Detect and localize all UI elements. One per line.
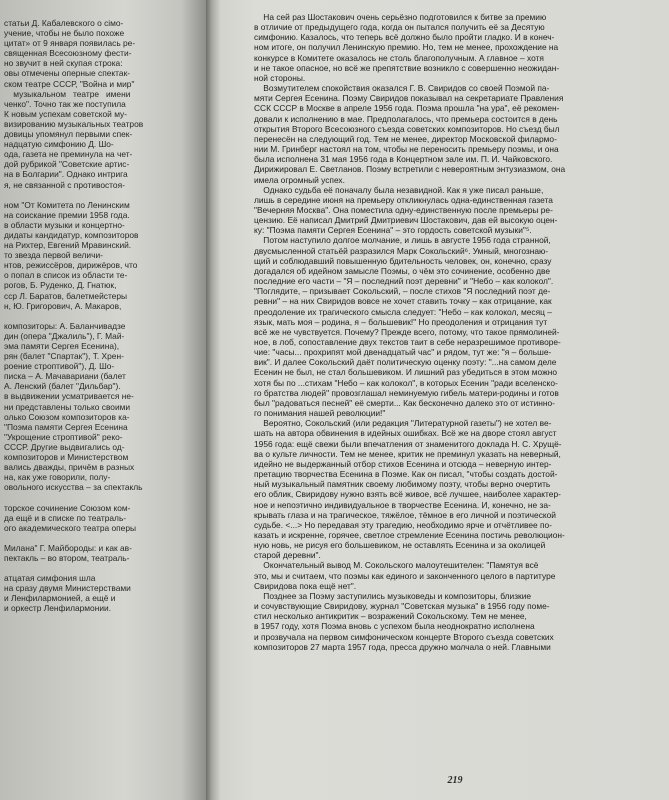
- paragraph-2: Возмутителем спокойствия оказался Г. В. Свиридов со своей Поэмой па- мяти Сергея Есенина. Поэму Свиридов показывал на секретариате Правления ССК СССР в Москве в апреле 1956 года. Поэма прошла "на ура", её рекомен- довали к исполнению в мае. Предполагалось, что премьера состоится в день открытия Второго Всесоюзного съезда советских композиторов. Но съезд был перенесён на следующий год. Тем не менее, директор Московской филармо- нии М. Гринберг настоял на том, чтобы не переносить премьеру поэмы, и она была исполнена 31 мая 1956 года в Концертном зале им. П. И. Чайковского. Дирижировал Е. Светланов. Поэму встретили с невероятным энтузиазмом, она имела огромный успех.: [254, 83, 566, 185]
- paragraph-1: На сей раз Шостакович очень серьёзно подготовился к битве за премию в отличие от предыдущего года, когда он пытался получить её за Десятую симфонию. Казалось, что теперь всё должно было пройти гладко. И в конеч- ном итоге, он получил Ленинскую премию. Но, тем не менее, прохождение на конкурсе в Комитете оказалось не столь благополучным. А главное – хотя и не такое опасное, но всё же препятствие возникло с совершенно неожидан- ной стороны.: [254, 12, 560, 83]
- book-gutter: [206, 0, 220, 800]
- left-page-text: [4, 18, 200, 614]
- left-block-4: торское сочинение Союзом ком- да ещё и в списке по театраль- ого академического театра оперы: [4, 502, 137, 533]
- right-page: [220, 0, 669, 800]
- right-page-text: [254, 12, 666, 652]
- left-block-1: статьи Д. Кабалевского о сімо- учение, чтобы не было похоже цитат» от 9 января появилась ре- священная Всесоюзному фести- но звучит в ней скупая строка: овы отмечены оперные спектак- ском театре СССР, "Война и мир" музыкальном театре имени ченко". Точно так же поступила К новым успехам советской му- визированию музыкальных театров довицы упомянул первыми спек- надцатую симфонию Д. Шо- ода, газета не преминула на чет- дой рубрикой "Советские артис- на в Болгарии". Однако интрига я, не связанной с противостоя-: [4, 18, 144, 190]
- left-block-2: ном "От Комитета по Ленинским на соискание премии 1958 года. в области музыки и концертно- дидаты кандидатур, композиторов на Рихтер, Евгений Мравинский. то звезда первой величи- нтов, режиссёров, дирижёров, что о попал в список из области те- рогов, Б. Руденко, Д. Гнатюк, сср Л. Баратов, балетмейстеры н, Ю. Григорович, А. Макаров,: [4, 199, 139, 311]
- paragraph-3: Однако судьба её поначалу была незавидной. Как я уже писал раньше, лишь в середине июня на премьеру откликнулась одна-единственная газета "Вечерняя Москва". Она поместила одну-единственную после премьеры ре- цензию. Её написал Дмитрий Дмитриевич Шостакович, дав ей высокую оцен- ку: "Поэма памяти Сергея Есенина" – это гордость советской музыки"⁵.: [254, 184, 558, 236]
- paragraph-5: Вероятно, Сокольский (или редакция "Литературной газеты") не хотел ве- шать на автора обвинения в идейных ошибках. Всё же на дворе стоял август 1956 года: ещё свежи были впечатления от знаменитого доклада Н. С. Хрущё- ва о культе личности. Тем не менее, критик не преминул указать на неверный, идейно не выдержанный отбор стихов Есенина и отсюда – неверную интер- претацию творчества Есенина в Поэме. Как он писал, "чтобы создать достой- ный музыкальный памятник своему любимому поэту, чтобы верно очертить его облик, Свиридову нужно взять всё живое, всё лучшее, наиболее характер- ное и непоэтично индивидуальное в творчестве Есенина. И, конечно, не за- крывать глаза и на трагическое, тяжёлое, тёмное в его личной и поэтической судьбе. <...> Но передавая эту трагедию, необходимо ярче и отчётливее по- казать и искренне, горячее, светлое стремление Есенина постичь революцион- ную новь, не рисуя его большевиком, не оставлять Есенина и за околицей старой деревни".: [254, 418, 565, 561]
- left-block-5: Милана" Г. Майбороды: и как ав- пектакль – во втором, театраль-: [4, 542, 132, 563]
- left-page: [0, 0, 206, 800]
- left-block-6: атцатая симфония шла на сразу двумя Министерствами и Ленфилармонией, а ещё и и оркестр Ленфилармонии.: [4, 573, 131, 614]
- paragraph-6: Окончательный вывод М. Сокольского малоутешителен: "Памятуя всё это, мы и считаем, что поэмы как единого и законченного целого в партитуре Свиридова пока ещё нет".: [254, 560, 556, 591]
- paragraph-7: Позднее за Поэму заступились музыковеды и композиторы, близкие и сочувствующие Свиридову, журнал "Советская музыка" в 1956 году поме- стил несколько антикритик – возражений Сокольскому. Тем не менее, в 1957 году, хотя Поэма вновь с успехом была неоднократно исполнена и прозвучала на первом симфоническом концерте Второго съезда советских композиторов 27 марта 1957 года, пресса дружно молчала о ней. Главными: [254, 590, 554, 652]
- page-number: 219: [447, 775, 463, 786]
- paragraph-4: Потом наступило долгое молчание, и лишь в августе 1956 года странной, двусмысленной статьёй разразился Марк Сокольский⁶. Умный, многознаю- щий и соблюдавший повышенную бдительность человек, он, конечно, сразу догадался об идейном замысле Поэмы, о чём это сочинение, особенно две последние его части – "Я – последний поэт деревни" и "Небо – как колокол". "Поглядите, – призывает Сокольский, – после стихов "Я последний поэт де- ревни" – на них Свиридов вовсе не хочет ставить точку – как отрицание, как преодоление их трагического смысла следует: "Небо – как колокол, месяц – язык, мать моя – родина, я – большевик!" Но преодоления и отрицания тут всё же не чувствуется. Почему? Прежде всего, потому, что такое прямолиней- ное, в лоб, сопоставление двух текстов таит в себе неразрешимое противоре- чие: "часы... прохрипят мой двенадцатый час" и рядом, тут же: "я – больше- вик". И далее Сокольский даёт политическую оценку поэту: "...на самом деле Есенин не был, не стал большевиком. И лишний раз убедиться в этом можно хотя бы по ...стихам "Небо – как колокол", в которых Есенин "ради вселенско- го братства людей" провозглашал неминуемую гибель матери-родины и готов был "радоваться песней" её смерти... Как бесконечно далеко это от истинно- го понимания нашей революции!": [254, 235, 561, 419]
- left-block-3: композиторы: А. Баланчивадзе дин (опера "Джалиль"), Г. Май- эма памяти Сергея Есенина), рян (балет "Спартак"), Т. Хрен- роение строптивой"), Д. Шо- писка – А. Мачавариани (балет А. Ленский (балет "Дильбар"). в выдвижении усматривается не- ни представлены только своими олько Союзом композиторов ка- "Поэма памяти Сергея Есенина "Укрощение строптивой" реко- СССР. Другие выдвигались од- композиторов и Министерством вались дважды, причём в разных на, как уже говорили, полу- овольного искусства – за спектакль: [4, 320, 143, 493]
